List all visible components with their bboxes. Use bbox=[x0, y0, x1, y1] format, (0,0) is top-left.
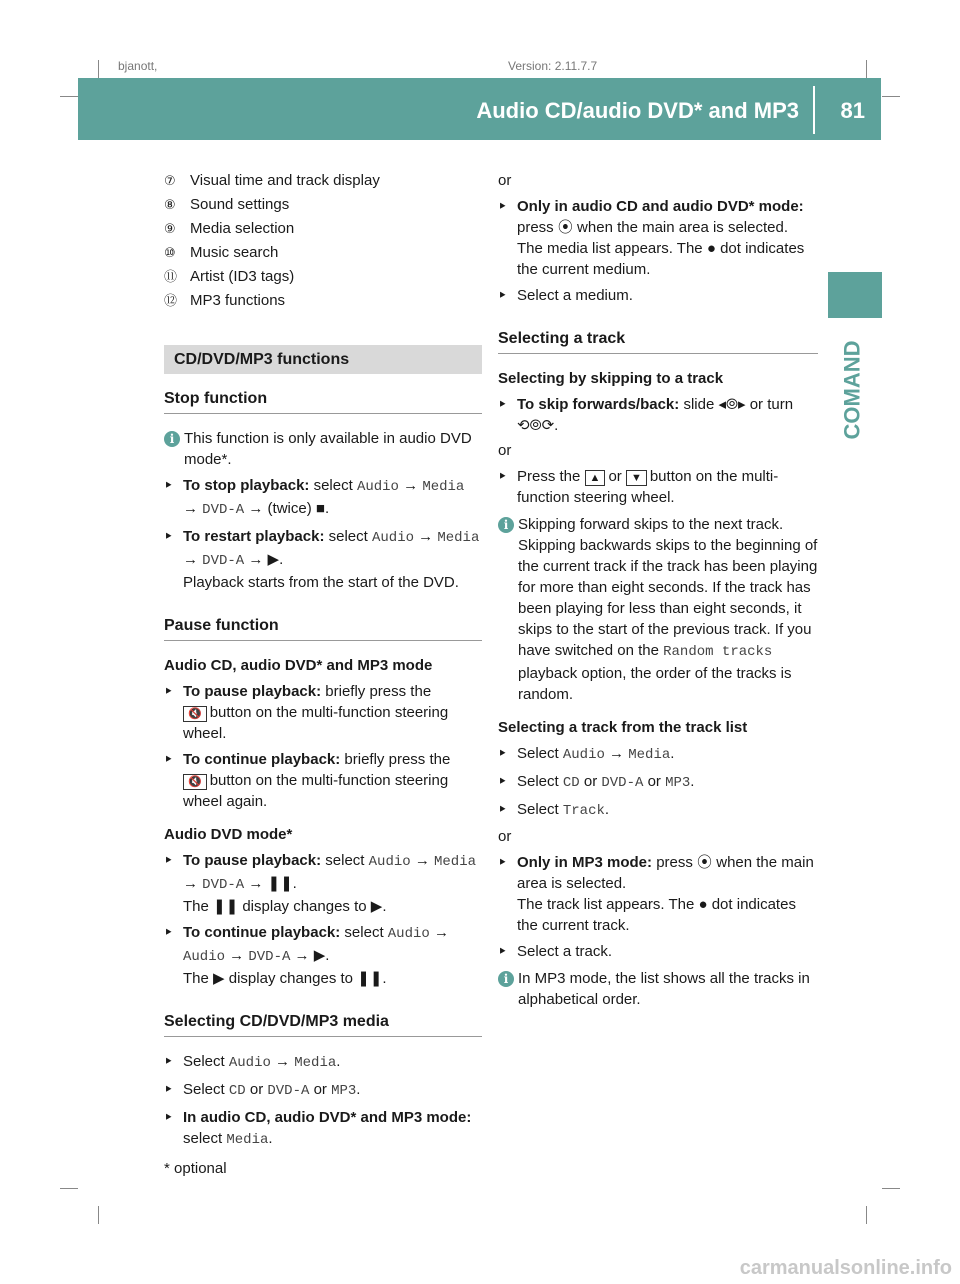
list-item: ⑨ Media selection bbox=[164, 220, 295, 237]
play-icon: ▶ bbox=[267, 551, 280, 568]
arrow-icon: ‣ bbox=[164, 528, 173, 544]
pause-icon: ❚❚ bbox=[357, 970, 383, 987]
arrow-icon: ‣ bbox=[498, 854, 507, 870]
or-text: or bbox=[498, 442, 512, 459]
list-item: ⑪ Artist (ID3 tags) bbox=[164, 268, 295, 285]
or-text: or bbox=[498, 172, 512, 189]
heading-selecting-media: Selecting CD/DVD/MP3 media bbox=[164, 1011, 482, 1037]
step: ‣ To continue playback: select Audio → Audio → DVD-A → ▶. The ▶ display changes to ❚❚. bbox=[164, 924, 449, 987]
crop-mark bbox=[60, 1188, 78, 1189]
arrow-icon: ‣ bbox=[498, 198, 507, 214]
mute-button-icon: 🔇 bbox=[183, 774, 207, 790]
step: ‣ Select a medium. bbox=[498, 287, 633, 304]
or-text: or bbox=[498, 828, 512, 845]
right-column bbox=[498, 170, 818, 1010]
info-icon: i bbox=[498, 517, 514, 533]
step: ‣ Select CD or DVD-A or MP3. bbox=[498, 773, 695, 791]
controller-press-icon: ⦿ bbox=[557, 219, 573, 236]
step: ‣ Select Audio → Media. bbox=[498, 745, 675, 763]
side-label: COMAND bbox=[839, 340, 865, 440]
step: ‣ Press the ▲ or ▼ button on the multi-function steering wheel. bbox=[498, 468, 779, 506]
step: ‣ To restart playback: select Audio → Media → DVD-A → ▶. Playback starts from the start of the DVD. bbox=[164, 528, 480, 591]
subheading: Audio CD, audio DVD* and MP3 mode bbox=[164, 657, 433, 674]
page-header bbox=[78, 78, 881, 140]
step: ‣ To skip forwards/back: slide ◂⦾▸ or turn ⟲⦾⟳. bbox=[498, 396, 794, 434]
heading-selecting-track: Selecting a track bbox=[498, 328, 818, 354]
info-note: i This function is only available in audio DVD mode*. bbox=[164, 428, 482, 470]
left-column bbox=[164, 170, 482, 1151]
dot-icon: ● bbox=[706, 240, 716, 257]
subheading: Audio DVD mode* bbox=[164, 826, 293, 843]
arrow-icon: ‣ bbox=[164, 1053, 173, 1069]
step: ‣ Select CD or DVD-A or MP3. bbox=[164, 1081, 361, 1099]
side-tab bbox=[828, 272, 882, 318]
arrow-icon: ‣ bbox=[498, 396, 507, 412]
step: ‣ In audio CD, audio DVD* and MP3 mode: select Media. bbox=[164, 1109, 472, 1148]
subheading: Selecting by skipping to a track bbox=[498, 370, 724, 387]
up-button-icon: ▲ bbox=[585, 470, 606, 486]
crop-mark bbox=[98, 1206, 99, 1224]
arrow-icon: ‣ bbox=[164, 683, 173, 699]
meta-version: Version: 2.11.7.7 bbox=[508, 59, 598, 73]
info-icon: i bbox=[498, 971, 514, 987]
heading-pause-function: Pause function bbox=[164, 615, 482, 641]
crop-mark bbox=[866, 60, 867, 78]
arrow-icon: ‣ bbox=[498, 773, 507, 789]
arrow-icon: ‣ bbox=[498, 801, 507, 817]
step: ‣ Select Track. bbox=[498, 801, 610, 819]
stop-icon: ■ bbox=[315, 500, 325, 517]
subheading: Selecting a track from the track list bbox=[498, 719, 748, 736]
controller-turn-icon: ⟲⦾⟳ bbox=[517, 417, 555, 434]
dot-icon: ● bbox=[698, 896, 708, 913]
step: ‣ To stop playback: select Audio → Media → DVD-A → (twice) ■. bbox=[164, 477, 465, 518]
crop-mark bbox=[882, 96, 900, 97]
arrow-icon: ‣ bbox=[164, 1109, 173, 1125]
arrow-icon: ‣ bbox=[498, 468, 507, 484]
step: ‣ Select Audio → Media. bbox=[164, 1053, 341, 1071]
arrow-icon: ‣ bbox=[164, 477, 173, 493]
step: ‣ Select a track. bbox=[498, 943, 613, 960]
arrow-icon: ‣ bbox=[164, 751, 173, 767]
arrow-icon: ‣ bbox=[498, 745, 507, 761]
controller-slide-icon: ◂⦾▸ bbox=[718, 396, 746, 413]
list-item: ⑧ Sound settings bbox=[164, 196, 290, 213]
play-icon: ▶ bbox=[213, 970, 225, 987]
info-note: i In MP3 mode, the list shows all the tracks in alphabetical order. bbox=[498, 968, 818, 1010]
section-title: CD/DVD/MP3 functions bbox=[164, 345, 482, 374]
down-button-icon: ▼ bbox=[626, 470, 647, 486]
crop-mark bbox=[98, 60, 99, 78]
crop-mark bbox=[866, 1206, 867, 1224]
page-number: 81 bbox=[840, 98, 865, 123]
arrow-icon: ‣ bbox=[164, 852, 173, 868]
step: ‣ To continue playback: briefly press the 🔇 button on the multi-function steering wheel again. bbox=[164, 751, 451, 810]
watermark: carmanualsonline.info bbox=[739, 1257, 952, 1279]
mute-button-icon: 🔇 bbox=[183, 706, 207, 722]
play-icon: ▶ bbox=[313, 947, 326, 964]
footnote: * optional bbox=[164, 1160, 227, 1177]
pause-icon: ❚❚ bbox=[267, 875, 293, 892]
arrow-icon: ‣ bbox=[498, 943, 507, 959]
list-item: ⑩ Music search bbox=[164, 244, 279, 261]
meta-author: bjanott, bbox=[118, 59, 158, 73]
page-title: Audio CD/audio DVD* and MP3 bbox=[476, 98, 799, 123]
heading-stop-function: Stop function bbox=[164, 388, 482, 414]
play-icon: ▶ bbox=[370, 898, 383, 915]
step: ‣ To pause playback: briefly press the 🔇 button on the multi-function steering wheel. bbox=[164, 683, 449, 742]
arrow-icon: ‣ bbox=[164, 1081, 173, 1097]
pause-icon: ❚❚ bbox=[213, 898, 239, 915]
controller-press-icon: ⦿ bbox=[697, 854, 713, 871]
arrow-icon: ‣ bbox=[498, 287, 507, 303]
step: ‣ To pause playback: select Audio → Media → DVD-A → ❚❚. The ❚❚ display changes to ▶. bbox=[164, 852, 477, 915]
crop-mark bbox=[882, 1188, 900, 1189]
step: ‣ Only in audio CD and audio DVD* mode: press ⦿ when the main area is selected. The media list appears. The ● dot indicates the current medium. bbox=[498, 198, 805, 278]
info-icon: i bbox=[164, 431, 180, 447]
list-item: ⑦ Visual time and track display bbox=[164, 172, 380, 189]
header-divider bbox=[813, 86, 815, 134]
step: ‣ Only in MP3 mode: press ⦿ when the main area is selected. The track list appears. The ● dot indicates the current track. bbox=[498, 854, 814, 934]
arrow-icon: ‣ bbox=[164, 924, 173, 940]
info-note: i Skipping forward skips to the next track. Skipping backwards skips to the beginning of the current track if the track has been playing for more than eight seconds. If the track has been playing for less than eight seconds, it skips to the start of the previous track. If you have switched on the Random tracks playback option, the order of the tracks is random. bbox=[498, 514, 818, 705]
list-item: ⑫ MP3 functions bbox=[164, 292, 286, 309]
crop-mark bbox=[60, 96, 78, 97]
